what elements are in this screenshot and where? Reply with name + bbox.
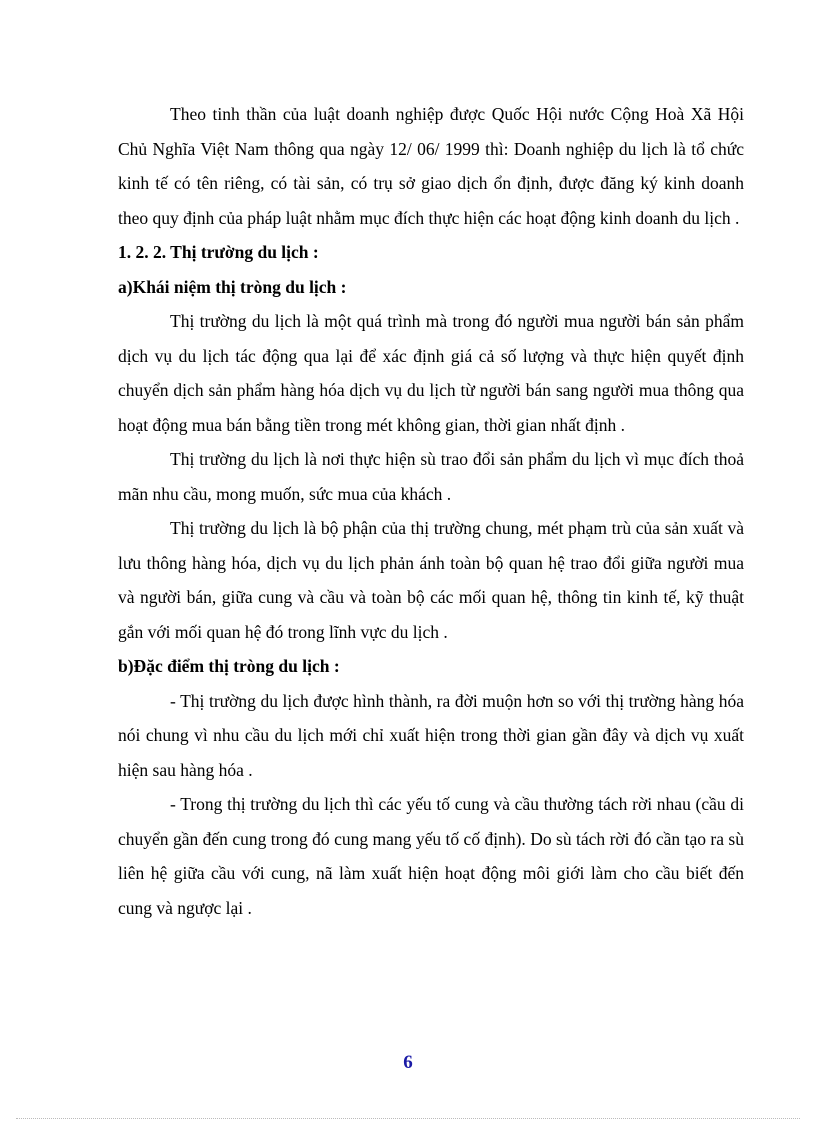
subsection-heading-b: b)Đặc điểm thị tròng du lịch : — [118, 656, 340, 676]
paragraph-definition-3: Thị trường du lịch là bộ phận của thị trường chung, mét phạm trù của sản xuất và lưu thông hàng hóa, dịch vụ du lịch phản ánh toàn bộ quan hệ trao đổi giữa người mua và người bán, giữa cung và cầu và toàn bộ các mối quan hệ, thông tin kinh tế, kỹ thuật gắn với mối quan hệ đó trong lĩnh vực du lịch . — [118, 518, 744, 642]
section-heading: 1. 2. 2. Thị trường du lịch : — [118, 242, 319, 262]
paragraph-definition-2: Thị trường du lịch là nơi thực hiện sù trao đổi sản phẩm du lịch vì mục đích thoả mãn nhu cầu, mong muốn, sức mua của khách . — [118, 449, 744, 504]
page-number: 6 — [403, 1052, 413, 1073]
paragraph-feature-1: - Thị trường du lịch được hình thành, ra đời muộn hơn so với thị trường hàng hóa nói chung vì nhu cầu du lịch mới chỉ xuất hiện trong thời gian gần đây và dịch vụ xuất hiện sau hàng hóa . — [118, 690, 744, 780]
paragraph-definition-1: Thị trường du lịch là một quá trình mà trong đó người mua người bán sản phẩm dịch vụ du lịch tác động qua lại để xác định giá cả số lượng và thực hiện quyết định chuyển dịch sản phẩm hàng hóa dịch vụ du lịch từ người bán sang người mua thông qua hoạt động mua bán bằng tiền trong mét không gian, thời gian nhất định . — [118, 311, 744, 435]
paragraph-feature-2: - Trong thị trường du lịch thì các yếu tố cung và cầu thường tách rời nhau (cầu di chuyển gần đến cung trong đó cung mang yếu tố cố định). Do sù tách rời đó cần tạo ra sù liên hệ giữa cầu với cung, nã làm xuất hiện hoạt động môi giới làm cho cầu biết đến cung và ngược lại . — [118, 794, 744, 918]
paragraph-intro: Theo tinh thần của luật doanh nghiệp được Quốc Hội nước Cộng Hoà Xã Hội Chủ Nghĩa Việt Nam thông qua ngày 12/ 06/ 1999 thì: Doanh nghiệp du lịch là tổ chức kinh tế có tên riêng, có tài sản, có trụ sở giao dịch ổn định, được đăng ký kinh doanh theo quy định của pháp luật nhằm mục đích thực hiện các hoạt động kinh doanh du lịch . — [118, 104, 744, 228]
document-body — [118, 97, 744, 925]
subsection-heading-a: a)Khái niệm thị tròng du lịch : — [118, 276, 347, 297]
page-bottom-divider — [16, 1118, 800, 1119]
